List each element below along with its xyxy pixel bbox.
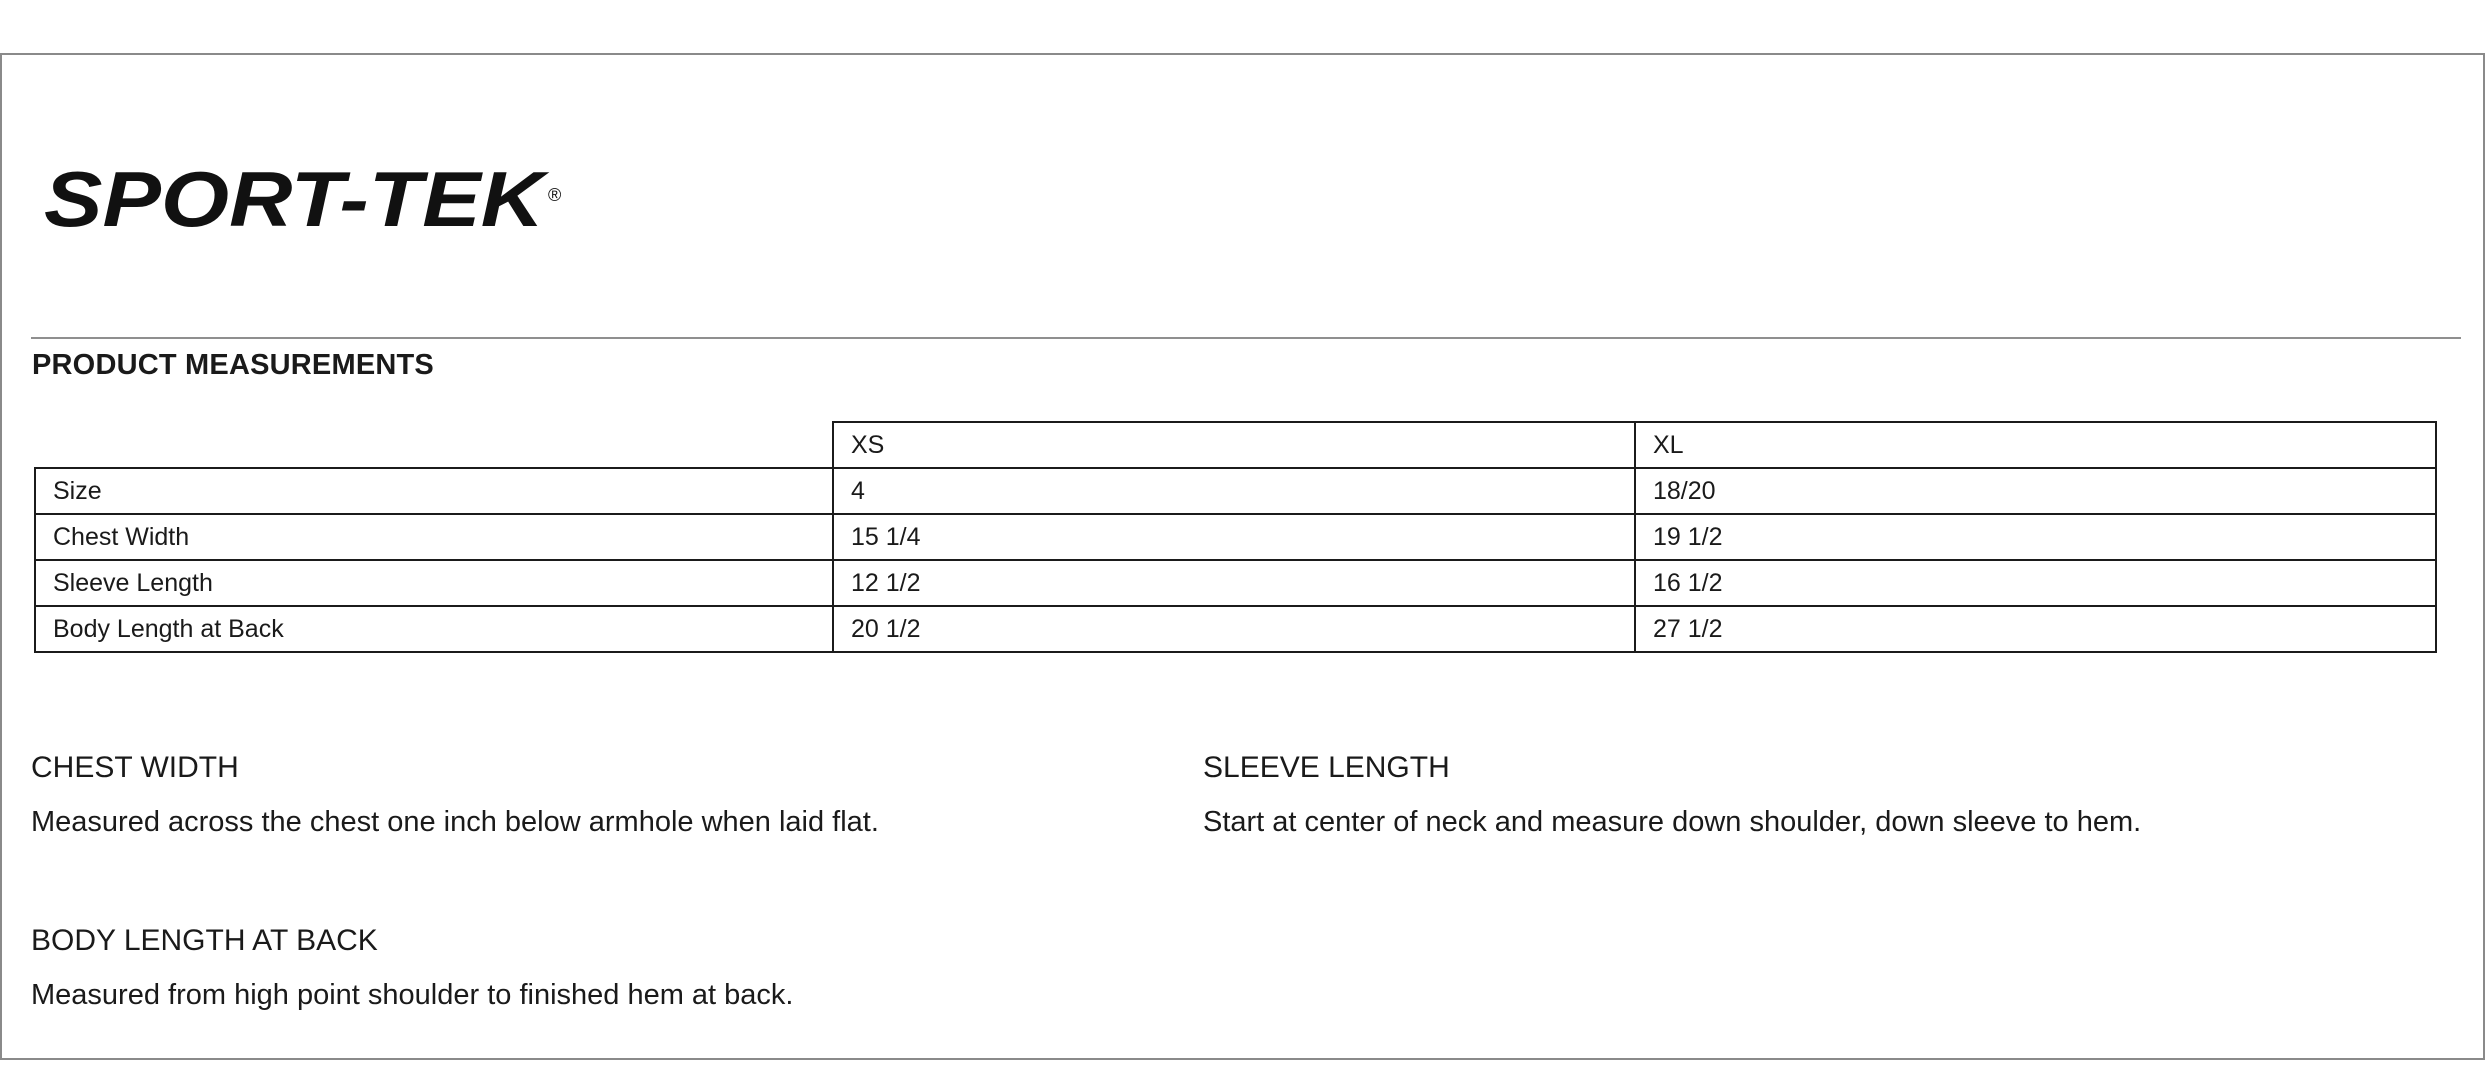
table-row — [35, 514, 2436, 560]
sleeve-length-text: Start at center of neck and measure down shoulder, down sleeve to hem. — [1203, 806, 2142, 838]
header-divider — [31, 337, 2461, 339]
body-length-title: BODY LENGTH AT BACK — [31, 924, 378, 957]
table-row — [35, 560, 2436, 606]
cell-xl: 18/20 — [1635, 468, 2436, 514]
cell-xl: 27 1/2 — [1635, 606, 2436, 652]
cell-xs: 4 — [833, 468, 1635, 514]
header-cell-xs: XS — [833, 422, 1635, 468]
row-label: Size — [35, 468, 833, 514]
cell-xs: 20 1/2 — [833, 606, 1635, 652]
measurements-table — [34, 421, 2437, 653]
cell-xs: 12 1/2 — [833, 560, 1635, 606]
chest-width-text: Measured across the chest one inch below armhole when laid flat. — [31, 806, 879, 838]
table-row — [35, 468, 2436, 514]
row-label: Body Length at Back — [35, 606, 833, 652]
sport-tek-logo — [40, 141, 574, 251]
sleeve-length-title: SLEEVE LENGTH — [1203, 751, 1450, 784]
chest-width-title: CHEST WIDTH — [31, 751, 239, 784]
cell-xl: 19 1/2 — [1635, 514, 2436, 560]
cell-xl: 16 1/2 — [1635, 560, 2436, 606]
header-cell-empty — [35, 422, 833, 468]
header-cell-xl: XL — [1635, 422, 2436, 468]
cell-xs: 15 1/4 — [833, 514, 1635, 560]
size-chart-sheet — [0, 53, 2485, 1060]
body-length-text: Measured from high point shoulder to finished hem at back. — [31, 979, 794, 1011]
svg-text:®: ® — [548, 185, 562, 205]
table-row — [35, 606, 2436, 652]
svg-text:SPORT-TEK: SPORT-TEK — [44, 155, 551, 243]
table-header-row — [35, 422, 2436, 468]
section-title: PRODUCT MEASUREMENTS — [32, 349, 434, 381]
row-label: Sleeve Length — [35, 560, 833, 606]
row-label: Chest Width — [35, 514, 833, 560]
